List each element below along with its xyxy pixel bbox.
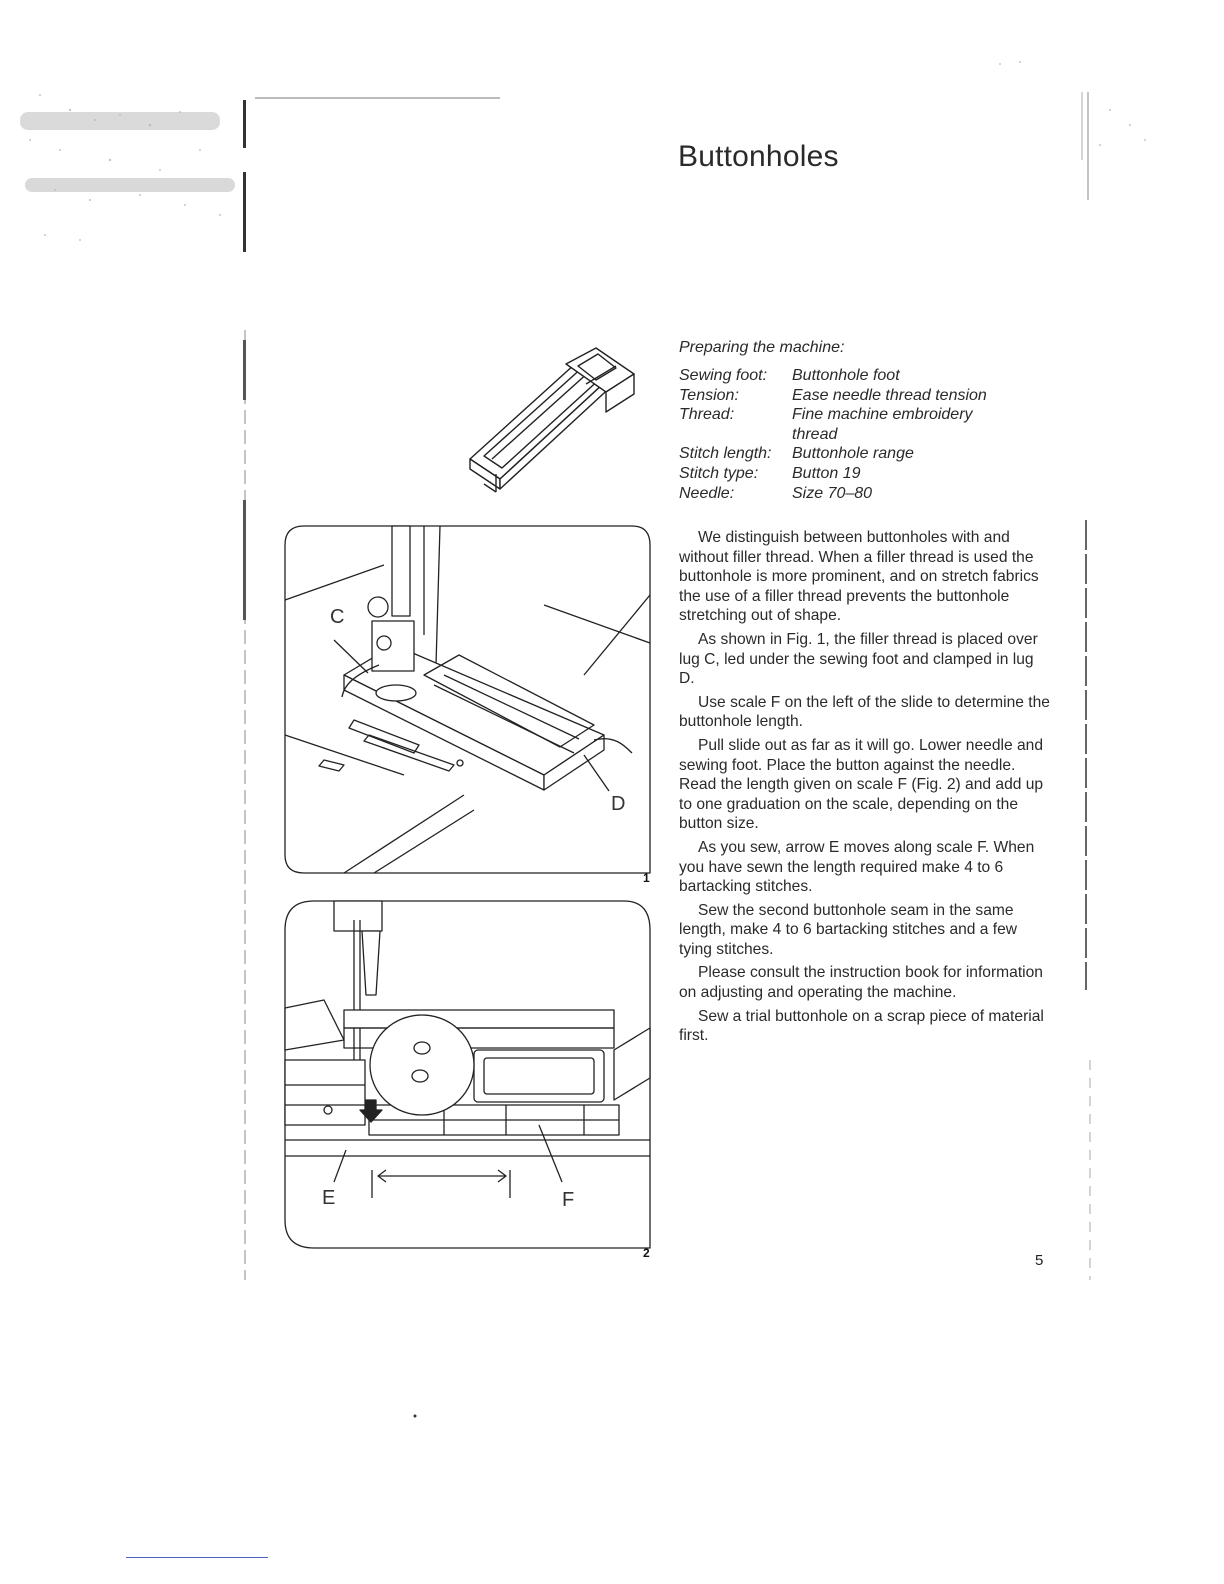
settings-row bbox=[679, 405, 1007, 444]
paragraph: Pull slide out as far as it will go. Lower needle and sewing foot. Place the button against the needle. Read the length given on scale F (Fig. 2) and add up to one graduation on the scale, depending on the button size. bbox=[679, 736, 1044, 833]
setting-value: Size 70–80 bbox=[792, 484, 873, 502]
instructions-text bbox=[679, 528, 1051, 1050]
settings-row bbox=[679, 366, 1007, 386]
settings-row bbox=[679, 464, 1007, 484]
paragraph: Use scale F on the left of the slide to determine the buttonhole length. bbox=[679, 693, 1050, 731]
setting-label: Stitch type: bbox=[679, 464, 759, 482]
settings-row bbox=[679, 484, 1007, 504]
paragraph: As you sew, arrow E moves along scale F. When you have sewn the length required make 4 to 6 bartacking stitches. bbox=[679, 838, 1035, 896]
preparing-section bbox=[679, 338, 1059, 503]
setting-label: Stitch length: bbox=[679, 445, 772, 463]
setting-value: Buttonhole range bbox=[792, 445, 914, 463]
figure-1-number: 1 bbox=[643, 871, 650, 885]
setting-value: Fine machine embroidery thread bbox=[792, 406, 973, 443]
settings-row bbox=[679, 444, 1007, 464]
figure-1-sewing-foot bbox=[284, 525, 654, 877]
paragraph: We distinguish between buttonholes with and without filler thread. When a filler thread is used the buttonhole is more prominent, and on stretch fabrics the use of a filler thread prevents the buttonhole stretching out of shape. bbox=[679, 529, 1039, 625]
settings-row bbox=[679, 386, 1007, 406]
setting-label: Sewing foot: bbox=[679, 367, 768, 384]
paragraph: Sew a trial buttonhole on a scrap piece of material first. bbox=[679, 1007, 1044, 1045]
label-f: F bbox=[562, 1189, 575, 1211]
paragraph: As shown in Fig. 1, the filler thread is placed over lug C, led under the sewing foot and clamped in lug D. bbox=[679, 630, 1038, 688]
paragraph: Please consult the instruction book for information on adjusting and operating the machine. bbox=[679, 964, 1043, 1002]
label-d: D bbox=[611, 793, 626, 815]
label-e: E bbox=[322, 1187, 336, 1209]
paragraph: Sew the second buttonhole seam in the same length, make 4 to 6 bartacking stitches and a few tying stitches. bbox=[679, 901, 1018, 958]
bottom-rule bbox=[126, 1557, 268, 1558]
setting-label: Tension: bbox=[679, 386, 739, 404]
settings-table bbox=[679, 366, 1007, 503]
page-number: 5 bbox=[1035, 1252, 1044, 1269]
preparing-heading: Preparing the machine: bbox=[679, 339, 845, 356]
setting-label: Thread: bbox=[679, 406, 735, 424]
setting-value: Ease needle thread tension bbox=[792, 386, 987, 404]
setting-label: Needle: bbox=[679, 484, 735, 502]
buttonhole-foot-icon bbox=[466, 344, 646, 494]
label-c: C bbox=[330, 606, 345, 628]
page-title: Buttonholes bbox=[678, 140, 839, 173]
figure-2-button-scale bbox=[284, 900, 654, 1252]
setting-value: Buttonhole foot bbox=[792, 367, 900, 384]
setting-value: Button 19 bbox=[792, 464, 861, 482]
figure-2-number: 2 bbox=[643, 1246, 650, 1260]
